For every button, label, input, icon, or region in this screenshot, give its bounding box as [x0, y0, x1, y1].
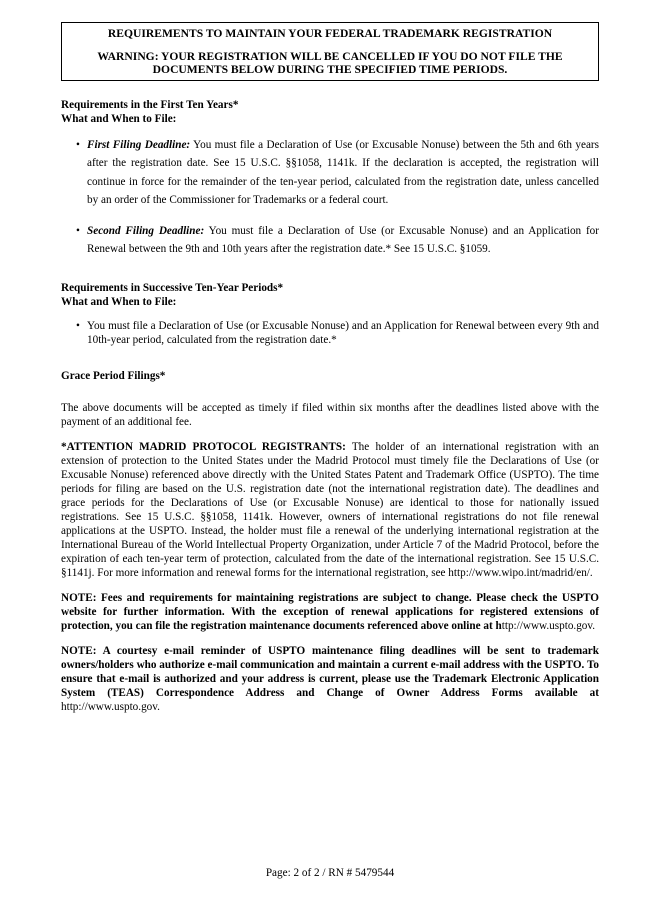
section-first-ten-years [61, 98, 599, 126]
item-lead: Second Filing Deadline: [87, 224, 205, 237]
bullet-icon: • [76, 224, 80, 237]
box-title: REQUIREMENTS TO MAINTAIN YOUR FEDERAL TRADEMARK REGISTRATION [107, 27, 553, 40]
section-successive-periods [61, 281, 599, 309]
note-email [61, 644, 599, 714]
bullet-icon: • [76, 138, 80, 151]
warning-box [61, 22, 599, 81]
item-text: You must file a Declaration of Use (or Excusable Nonuse) and an Application for Renewal between the 9th and 10th years after the registration date.* See 15 U.S.C. §1059. [87, 224, 600, 255]
note-email-text: NOTE: A courtesy e-mail reminder of USPTO maintenance filing deadlines will be sent to trademark owners/holders who authorize e-mail communication and maintain a current e-mail address with the USPTO. To ensure that e-mail is authorized and your address is current, please use the Trademark Electronic Application System (TEAS) Correspondence Address and Change of Owner Address Forms available at [61, 644, 599, 699]
section-heading: Requirements in the First Ten Years* [61, 98, 239, 111]
item-text: You must file a Declaration of Use (or Excusable Nonuse) and an Application for Renewal between every 9th and 10th-year period, calculated from the registration date.* [87, 319, 599, 346]
section-heading: Requirements in Successive Ten-Year Periods* [61, 281, 284, 294]
successive-periods-list [61, 319, 599, 347]
note-fees-text: NOTE: Fees and requirements for maintaining registrations are subject to change. Please check the USPTO website for further information. With the exception of renewal applications for registered extensions of protection, you can file the registration maintenance documents referenced above online at h [61, 591, 599, 632]
document-page [61, 22, 599, 714]
list-item [76, 319, 599, 347]
madrid-paragraph [61, 440, 599, 580]
item-text: You must file a Declaration of Use (or Excusable Nonuse) between the 5th and 6th years after the registration date. See 15 U.S.C. §§1058, 1141k. If the declaration is accepted, the registration will continue in force for the remainder of the ten-year period, calculated from the registration date, unless cancelled by an order of the Commissioner for Trademarks or a federal court. [87, 138, 599, 206]
note-fees [61, 591, 599, 633]
box-warning: WARNING: YOUR REGISTRATION WILL BE CANCELLED IF YOU DO NOT FILE THE DOCUMENTS BELOW DURING THE SPECIFIED TIME PERIODS. [97, 49, 563, 76]
list-item [76, 136, 599, 210]
grace-text: The above documents will be accepted as timely if filed within six months after the deadlines listed above with the payment of an additional fee. [61, 401, 599, 428]
page-footer: Page: 2 of 2 / RN # 5479544 [265, 867, 395, 879]
bullet-icon: • [76, 319, 80, 332]
madrid-text: The holder of an international registration with an extension of protection to the United States under the Madrid Protocol must timely file the Declarations of Use (or Excusable Nonuse) referenced above directly with the United States Patent and Trademark Office (USPTO). The time periods for filing are based on the U.S. registration date (not the international registration date). The deadlines and grace periods for the Declarations of Use (or Excusable Nonuse) are identical to those for nationally issued registrations. See 15 U.S.C. §§1058, 1141k. However, owners of international registrations do not file renewal applications at the USPTO. Instead, the holder must file a renewal of the underlying international registration at the International Bureau of the World Intellectual Property Organization, under Article 7 of the Madrid Protocol, before the expiration of each ten-year term of protection, calculated from the date of the international registration. See 15 U.S.C. §1141j. For more information and renewal forms for the international registration, see http://www.wipo.int/madrid/en/. [61, 440, 600, 579]
note-fees-link[interactable]: ttp://www.uspto.gov. [501, 619, 596, 632]
madrid-lead: *ATTENTION MADRID PROTOCOL REGISTRANTS: [61, 440, 346, 453]
list-item [76, 222, 600, 259]
first-ten-years-list [61, 136, 599, 259]
grace-heading: Grace Period Filings* [61, 369, 166, 382]
section-subheading: What and When to File: [61, 112, 177, 125]
note-email-link[interactable]: http://www.uspto.gov. [61, 700, 160, 713]
section-subheading: What and When to File: [61, 295, 177, 308]
item-lead: First Filing Deadline: [87, 138, 191, 151]
